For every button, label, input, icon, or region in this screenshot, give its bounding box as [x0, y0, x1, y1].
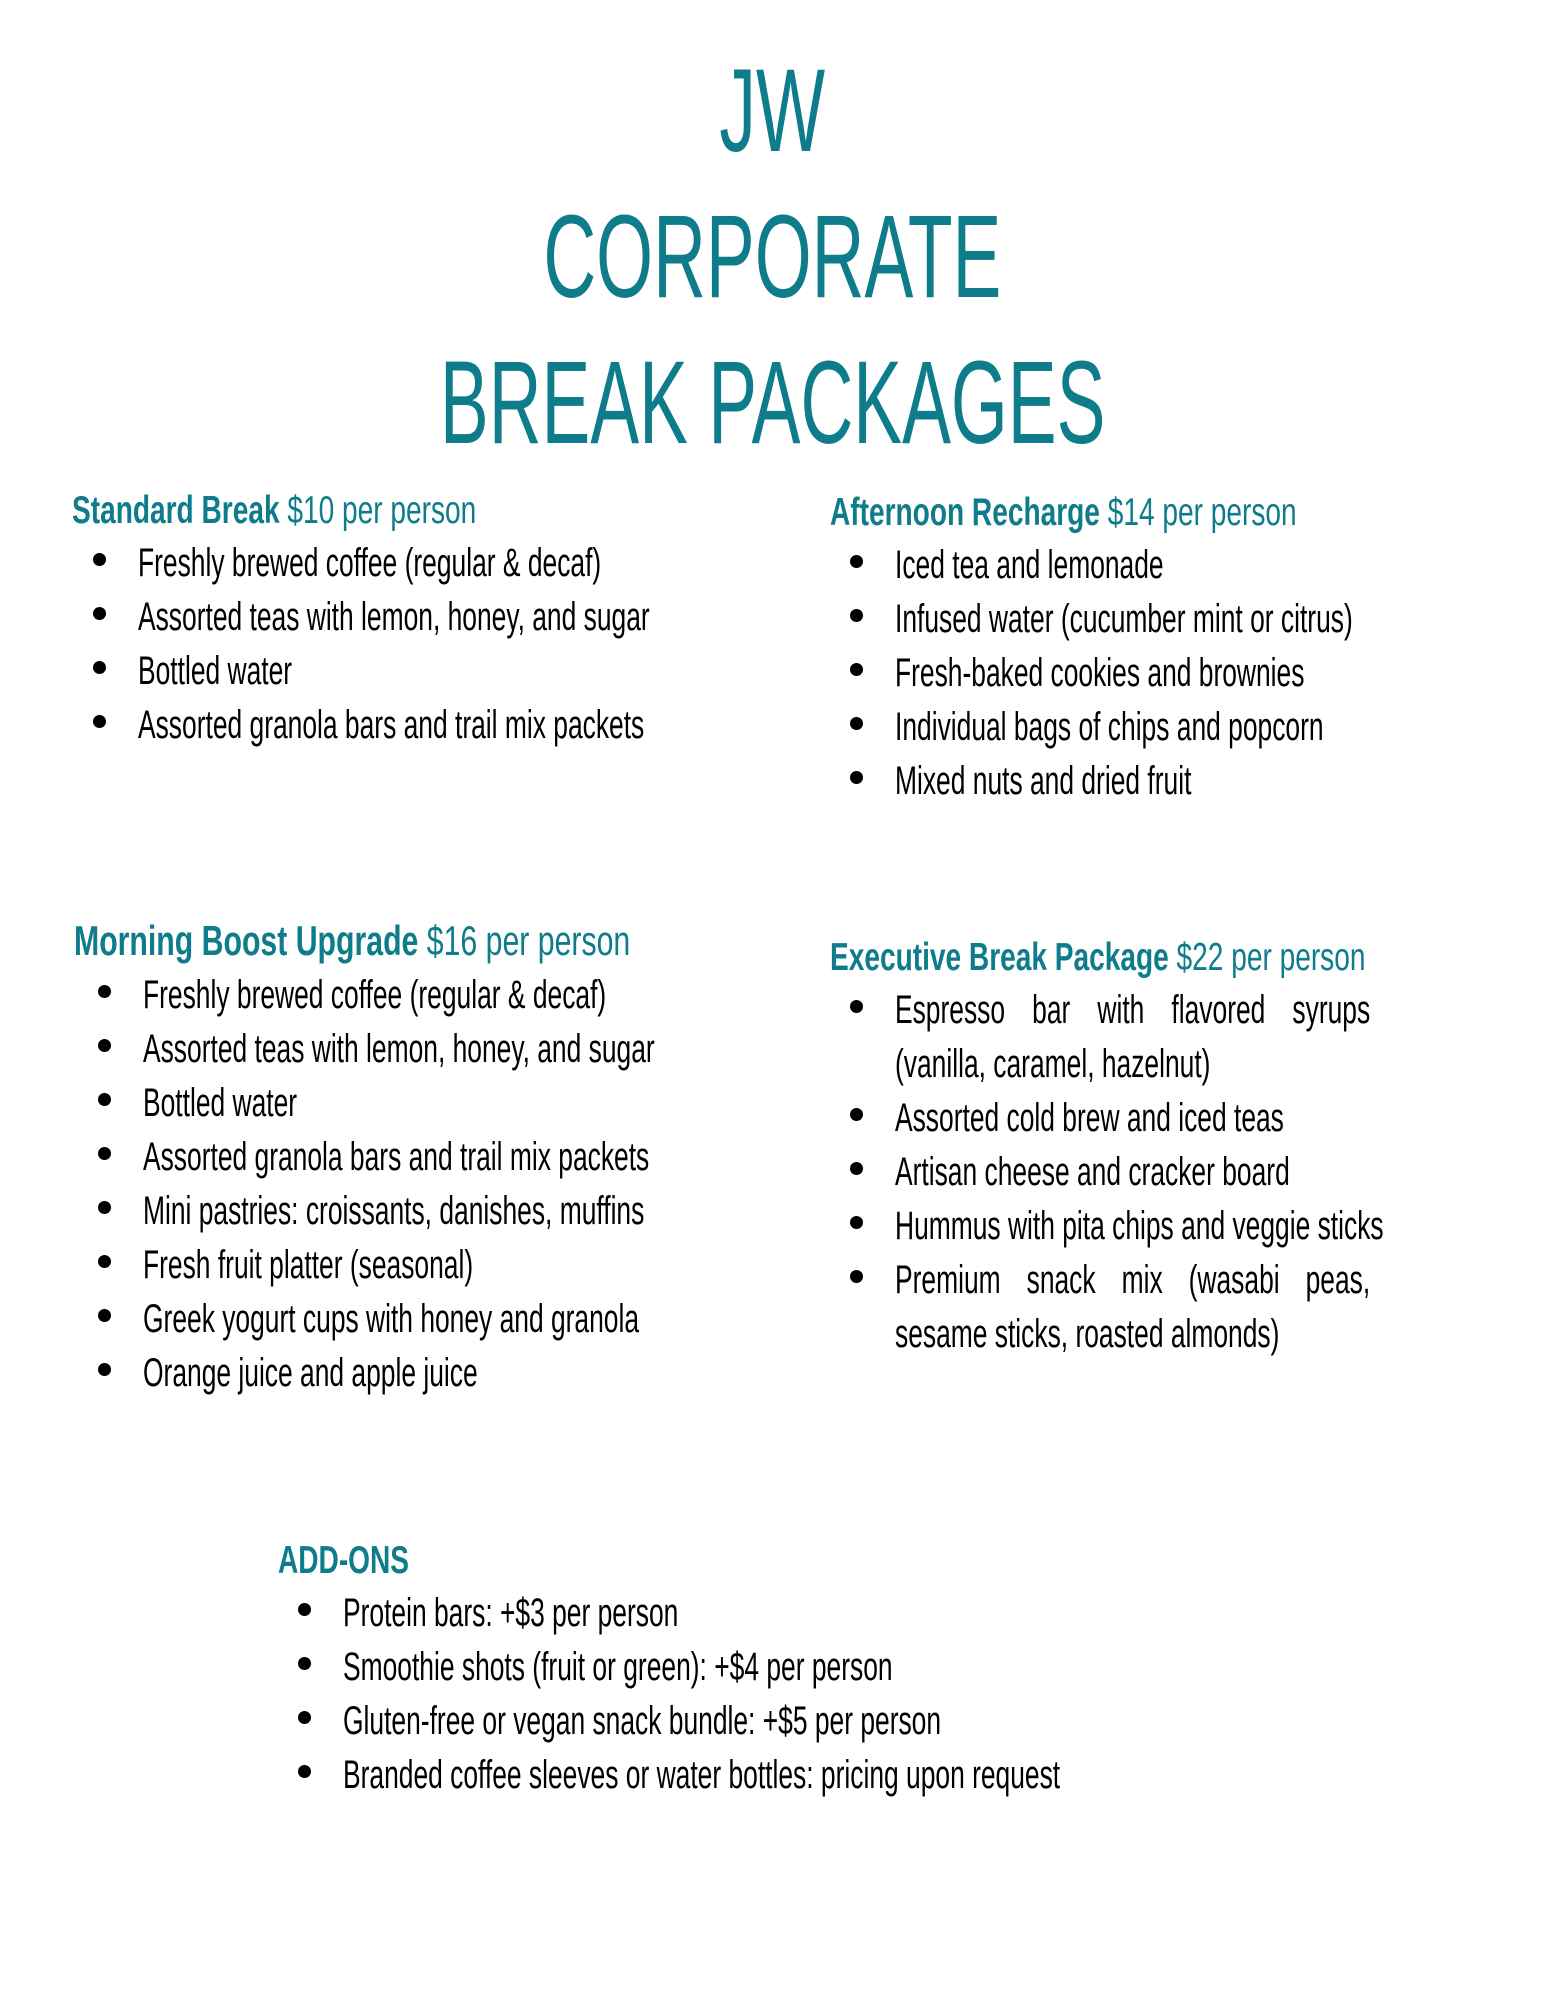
package-morning-boost: [74, 918, 847, 1396]
title-line-2: [0, 191, 1545, 323]
bullet-icon: [850, 1000, 863, 1013]
item-text: Bottled water: [143, 1081, 298, 1125]
list-item: [93, 532, 633, 586]
bullet-icon: [850, 771, 863, 784]
item-text: Assorted granola bars and trail mix packets: [138, 703, 645, 747]
bullet-icon: [98, 1309, 111, 1322]
item-text: Smoothie shots (fruit or green): +$4 per person: [343, 1645, 893, 1689]
addons-items: [298, 1582, 1061, 1798]
package-name: Morning Boost Upgrade: [74, 917, 419, 964]
item-text: Bottled water: [138, 649, 293, 693]
item-text: Fresh fruit platter (seasonal): [143, 1243, 474, 1287]
bullet-icon: [93, 661, 106, 674]
item-text: Mixed nuts and dried fruit: [895, 759, 1192, 803]
bullet-icon: [850, 717, 863, 730]
title-line-1: [0, 45, 1545, 177]
package-heading: [830, 937, 1365, 979]
bullet-icon: [98, 985, 111, 998]
bullet-icon: [298, 1711, 311, 1724]
bullet-icon: [98, 1147, 111, 1160]
bullet-icon: [298, 1765, 311, 1778]
title-break-packages: BREAK PACKAGES: [439, 337, 1106, 469]
list-item: [98, 1180, 847, 1234]
item-text: Artisan cheese and cracker board: [895, 1150, 1290, 1194]
bullet-icon: [298, 1657, 311, 1670]
bullet-icon: [98, 1093, 111, 1106]
package-heading: [72, 490, 476, 532]
list-item: [93, 640, 633, 694]
addons-heading: [278, 1540, 409, 1582]
item-text: Freshly brewed coffee (regular & decaf): [143, 973, 607, 1017]
list-item: [850, 1249, 1545, 1357]
package-heading: [830, 492, 1297, 534]
item-text: Orange juice and apple juice: [143, 1351, 478, 1395]
item-text: Assorted granola bars and trail mix packets: [143, 1135, 650, 1179]
list-item: [850, 1141, 1545, 1195]
item-text: Greek yogurt cups with honey and granola: [143, 1297, 640, 1341]
title-brand: JW: [719, 45, 826, 177]
list-item: [298, 1582, 679, 1636]
bullet-icon: [98, 1363, 111, 1376]
list-item: [98, 1018, 847, 1072]
item-text: Premium snack mix (wasabi peas, sesame sticks, roasted almonds): [895, 1258, 1371, 1356]
list-item: [850, 696, 1478, 750]
list-item: [298, 1690, 942, 1744]
item-text: Branded coffee sleeves or water bottles: pricing upon request: [343, 1753, 1061, 1797]
package-name: Standard Break: [72, 489, 280, 532]
bullet-icon: [850, 1108, 863, 1121]
package-executive-break: [830, 937, 1545, 1357]
list-item: [93, 694, 645, 748]
item-text: Assorted teas with lemon, honey, and sugar: [143, 1027, 655, 1071]
bullet-icon: [850, 555, 863, 568]
bullet-icon: [98, 1039, 111, 1052]
list-item: [98, 1072, 847, 1126]
bullet-icon: [850, 1270, 863, 1283]
item-text: Fresh-baked cookies and brownies: [895, 651, 1305, 695]
package-name: Afternoon Recharge: [830, 491, 1100, 534]
bullet-icon: [93, 553, 106, 566]
item-text: Iced tea and lemonade: [895, 543, 1164, 587]
package-standard-break: [72, 489, 650, 748]
package-price: $14 per person: [1107, 491, 1297, 534]
list-item: [850, 642, 1478, 696]
list-item: [298, 1744, 1061, 1798]
list-item: [850, 588, 1478, 642]
list-item: [850, 979, 1545, 1087]
list-item: [93, 586, 650, 640]
package-price: $16 per person: [426, 917, 631, 964]
list-item: [850, 750, 1478, 804]
package-price: $10 per person: [287, 489, 477, 532]
item-text: Infused water (cucumber mint or citrus): [895, 597, 1353, 641]
bullet-icon: [98, 1201, 111, 1214]
package-items: [850, 979, 1545, 1357]
list-item: [98, 1126, 847, 1180]
item-text: Protein bars: +$3 per person: [343, 1591, 679, 1635]
bullet-icon: [93, 715, 106, 728]
bullet-icon: [93, 607, 106, 620]
bullet-icon: [298, 1603, 311, 1616]
item-text: Gluten-free or vegan snack bundle: +$5 per person: [343, 1699, 942, 1743]
package-name: Executive Break Package: [830, 936, 1169, 979]
package-items: [850, 534, 1478, 804]
item-text: Espresso bar with flavored syrups (vanilla, caramel, hazelnut): [895, 988, 1371, 1086]
package-heading: [74, 918, 630, 964]
list-item: [298, 1636, 893, 1690]
package-price: $22 per person: [1176, 936, 1366, 979]
item-text: Assorted teas with lemon, honey, and sugar: [138, 595, 650, 639]
list-item: [98, 964, 847, 1018]
package-afternoon-recharge: [830, 492, 1478, 804]
bullet-icon: [850, 1216, 863, 1229]
list-item: [850, 1087, 1545, 1141]
item-text: Freshly brewed coffee (regular & decaf): [138, 541, 602, 585]
list-item: [98, 1234, 847, 1288]
item-text: Assorted cold brew and iced teas: [895, 1096, 1284, 1140]
bullet-icon: [850, 663, 863, 676]
bullet-icon: [850, 609, 863, 622]
list-item: [850, 1195, 1545, 1249]
title-corporate: CORPORATE: [543, 191, 1002, 323]
addons-heading-text: ADD-ONS: [278, 1539, 410, 1582]
list-item: [98, 1288, 847, 1342]
title-line-3: [0, 337, 1545, 469]
item-text: Mini pastries: croissants, danishes, muffins: [143, 1189, 645, 1233]
item-text: Hummus with pita chips and veggie sticks: [895, 1204, 1384, 1248]
list-item: [850, 534, 1478, 588]
package-items: [93, 532, 650, 748]
bullet-icon: [98, 1255, 111, 1268]
addons-section: [278, 1539, 1061, 1798]
list-item: [98, 1342, 847, 1396]
bullet-icon: [850, 1162, 863, 1175]
package-items: [98, 964, 847, 1396]
item-text: Individual bags of chips and popcorn: [895, 705, 1324, 749]
